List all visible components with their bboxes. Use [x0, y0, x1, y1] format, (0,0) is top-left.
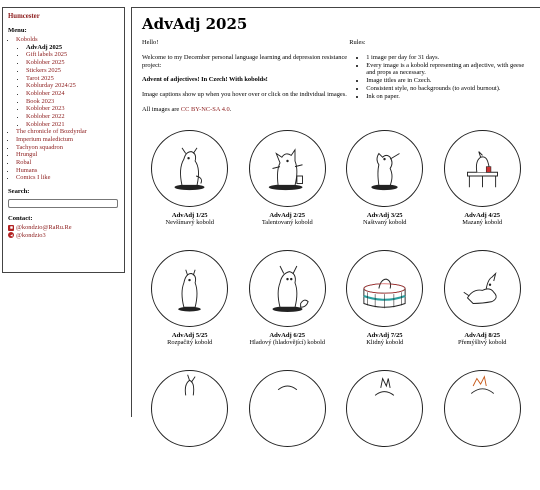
rules-column	[347, 39, 533, 121]
kobold-image[interactable]	[346, 370, 423, 447]
rule-item: • Ink on paper.	[366, 93, 533, 101]
rule-item: • Consistent style, no backgrounds (to avoid burnout).	[366, 85, 533, 93]
menu-item-kobolds[interactable]	[16, 36, 119, 128]
captions-note: Image captions show up when you hover over or click on the individual images.	[142, 91, 347, 99]
item-subtitle: Talentovaný kobold	[261, 219, 313, 226]
main-menu	[8, 36, 119, 182]
page-title: AdvAdj 2025	[142, 15, 248, 33]
contact-telegram[interactable]	[8, 232, 119, 240]
hello-text: Hello!	[142, 39, 159, 46]
submenu-item-koblober-2024[interactable]: • Koblober 2024	[26, 90, 119, 98]
submenu-item-book-2023[interactable]: • Book 2023	[26, 98, 119, 106]
kobold-image[interactable]	[444, 130, 521, 207]
menu-item-imperium[interactable]: • Imperium maledictum	[16, 136, 119, 144]
submenu-item-gift-labels-2025[interactable]: • Gift labels 2025	[26, 51, 119, 59]
gallery-grid	[141, 130, 531, 490]
gallery-item[interactable]	[336, 130, 434, 250]
kobold-image[interactable]	[151, 130, 228, 207]
menu-item-tachyon[interactable]: • Tachyon squadron	[16, 144, 119, 152]
contact-mastodon[interactable]	[8, 224, 119, 232]
rules-list	[349, 54, 533, 101]
gallery-item[interactable]	[434, 250, 532, 370]
submenu-item-tarot-2025[interactable]: • Tarot 2025	[26, 75, 119, 83]
contact-label: @kondzio3	[16, 231, 46, 239]
gallery-item[interactable]	[336, 250, 434, 370]
item-title: AdvAdj 5/25	[171, 332, 208, 339]
rule-item: • Every image is a kobold representing an adjective, with geese and props as necessary.	[366, 62, 533, 78]
menu-item-humans[interactable]: • Humans	[16, 167, 119, 175]
rule-item: • 1 image per day for 31 days.	[366, 54, 533, 62]
item-title: AdvAdj 6/25	[269, 332, 306, 339]
kobold-image[interactable]	[444, 370, 521, 447]
kobolds-submenu	[16, 44, 119, 129]
license-link[interactable]: CC BY-NC-SA 4.0	[180, 106, 230, 114]
intro-column	[142, 39, 347, 121]
item-subtitle: Hladový (hladovějící) kobold	[249, 339, 326, 346]
item-subtitle: Klidný kobold	[366, 339, 404, 346]
kobold-image[interactable]	[444, 250, 521, 327]
search-heading: Search:	[8, 188, 30, 196]
item-title: AdvAdj 8/25	[464, 332, 501, 339]
kobold-image[interactable]	[151, 250, 228, 327]
submenu-item-koblober-2022[interactable]: • Koblober 2022	[26, 113, 119, 121]
gallery-item[interactable]	[434, 130, 532, 250]
kobold-image[interactable]	[249, 130, 326, 207]
submenu-item-koblober-2023[interactable]: • Koblober 2023	[26, 105, 119, 113]
kobold-image[interactable]	[346, 130, 423, 207]
item-subtitle: Mazaný kobold	[462, 219, 503, 226]
contact-label: @kondzio@RaRu.Re	[16, 223, 72, 231]
license-text: All images are CC BY-NC-SA 4.0.	[142, 106, 232, 114]
submenu-item-koblober-2025[interactable]: • Koblober 2025	[26, 59, 119, 67]
kobold-image[interactable]	[151, 370, 228, 447]
submenu-item-stickers-2025[interactable]: • Stickers 2025	[26, 67, 119, 75]
gallery-item[interactable]	[141, 250, 239, 370]
gallery-item[interactable]	[239, 250, 337, 370]
gallery-item[interactable]	[336, 370, 434, 490]
menu-item-chronicle[interactable]: • The chronicle of Bozdyrdar	[16, 128, 119, 136]
gallery-item[interactable]	[239, 370, 337, 490]
rule-item: • Image titles are in Czech.	[366, 77, 533, 85]
rules-heading: Rules:	[349, 39, 366, 46]
kobold-image[interactable]	[249, 250, 326, 327]
submenu-item-koblober-2021[interactable]: • Koblober 2021	[26, 121, 119, 129]
submenu-item-advadj-2025[interactable]: • AdvAdj 2025	[26, 44, 119, 52]
kobold-image[interactable]	[249, 370, 326, 447]
item-title: AdvAdj 1/25	[171, 212, 208, 219]
kobold-image[interactable]	[346, 250, 423, 327]
menu-item-hrungul[interactable]: • Hrungul	[16, 151, 119, 159]
gallery-item[interactable]	[239, 130, 337, 250]
item-title: AdvAdj 3/25	[366, 212, 403, 219]
mastodon-icon	[8, 225, 14, 231]
item-subtitle: Naštvaný kobold	[363, 219, 407, 226]
item-subtitle: Nevšímavý kobold	[165, 219, 214, 226]
item-subtitle: Rozpačitý kobold	[167, 339, 213, 346]
site-title-link[interactable]: Humcester	[8, 13, 40, 20]
gallery-item[interactable]	[141, 130, 239, 250]
search-input[interactable]	[8, 199, 118, 208]
menu-item-label: Kobolds	[16, 36, 38, 44]
item-title: AdvAdj 2/25	[269, 212, 306, 219]
gallery-item[interactable]	[434, 370, 532, 490]
item-title: AdvAdj 4/25	[464, 212, 501, 219]
tagline-text: Advent of adjectives! In Czech! With kobolds!	[142, 76, 268, 84]
submenu-item-koblurday-2024-25[interactable]: • Koblurday 2024/25	[26, 82, 119, 90]
menu-heading: Menu:	[8, 27, 27, 35]
sidebar	[2, 7, 125, 273]
menu-item-comics[interactable]: • Comics I like	[16, 174, 119, 182]
telegram-icon	[8, 232, 14, 238]
menu-item-robal[interactable]: • Robal	[16, 159, 119, 167]
intro-text: Welcome to my December personal language learning and depression resistance project:	[142, 53, 348, 69]
contact-heading: Contact:	[8, 215, 33, 223]
gallery-item[interactable]	[141, 370, 239, 490]
item-subtitle: Přemýšlivý kobold	[458, 339, 507, 346]
item-title: AdvAdj 7/25	[366, 332, 403, 339]
